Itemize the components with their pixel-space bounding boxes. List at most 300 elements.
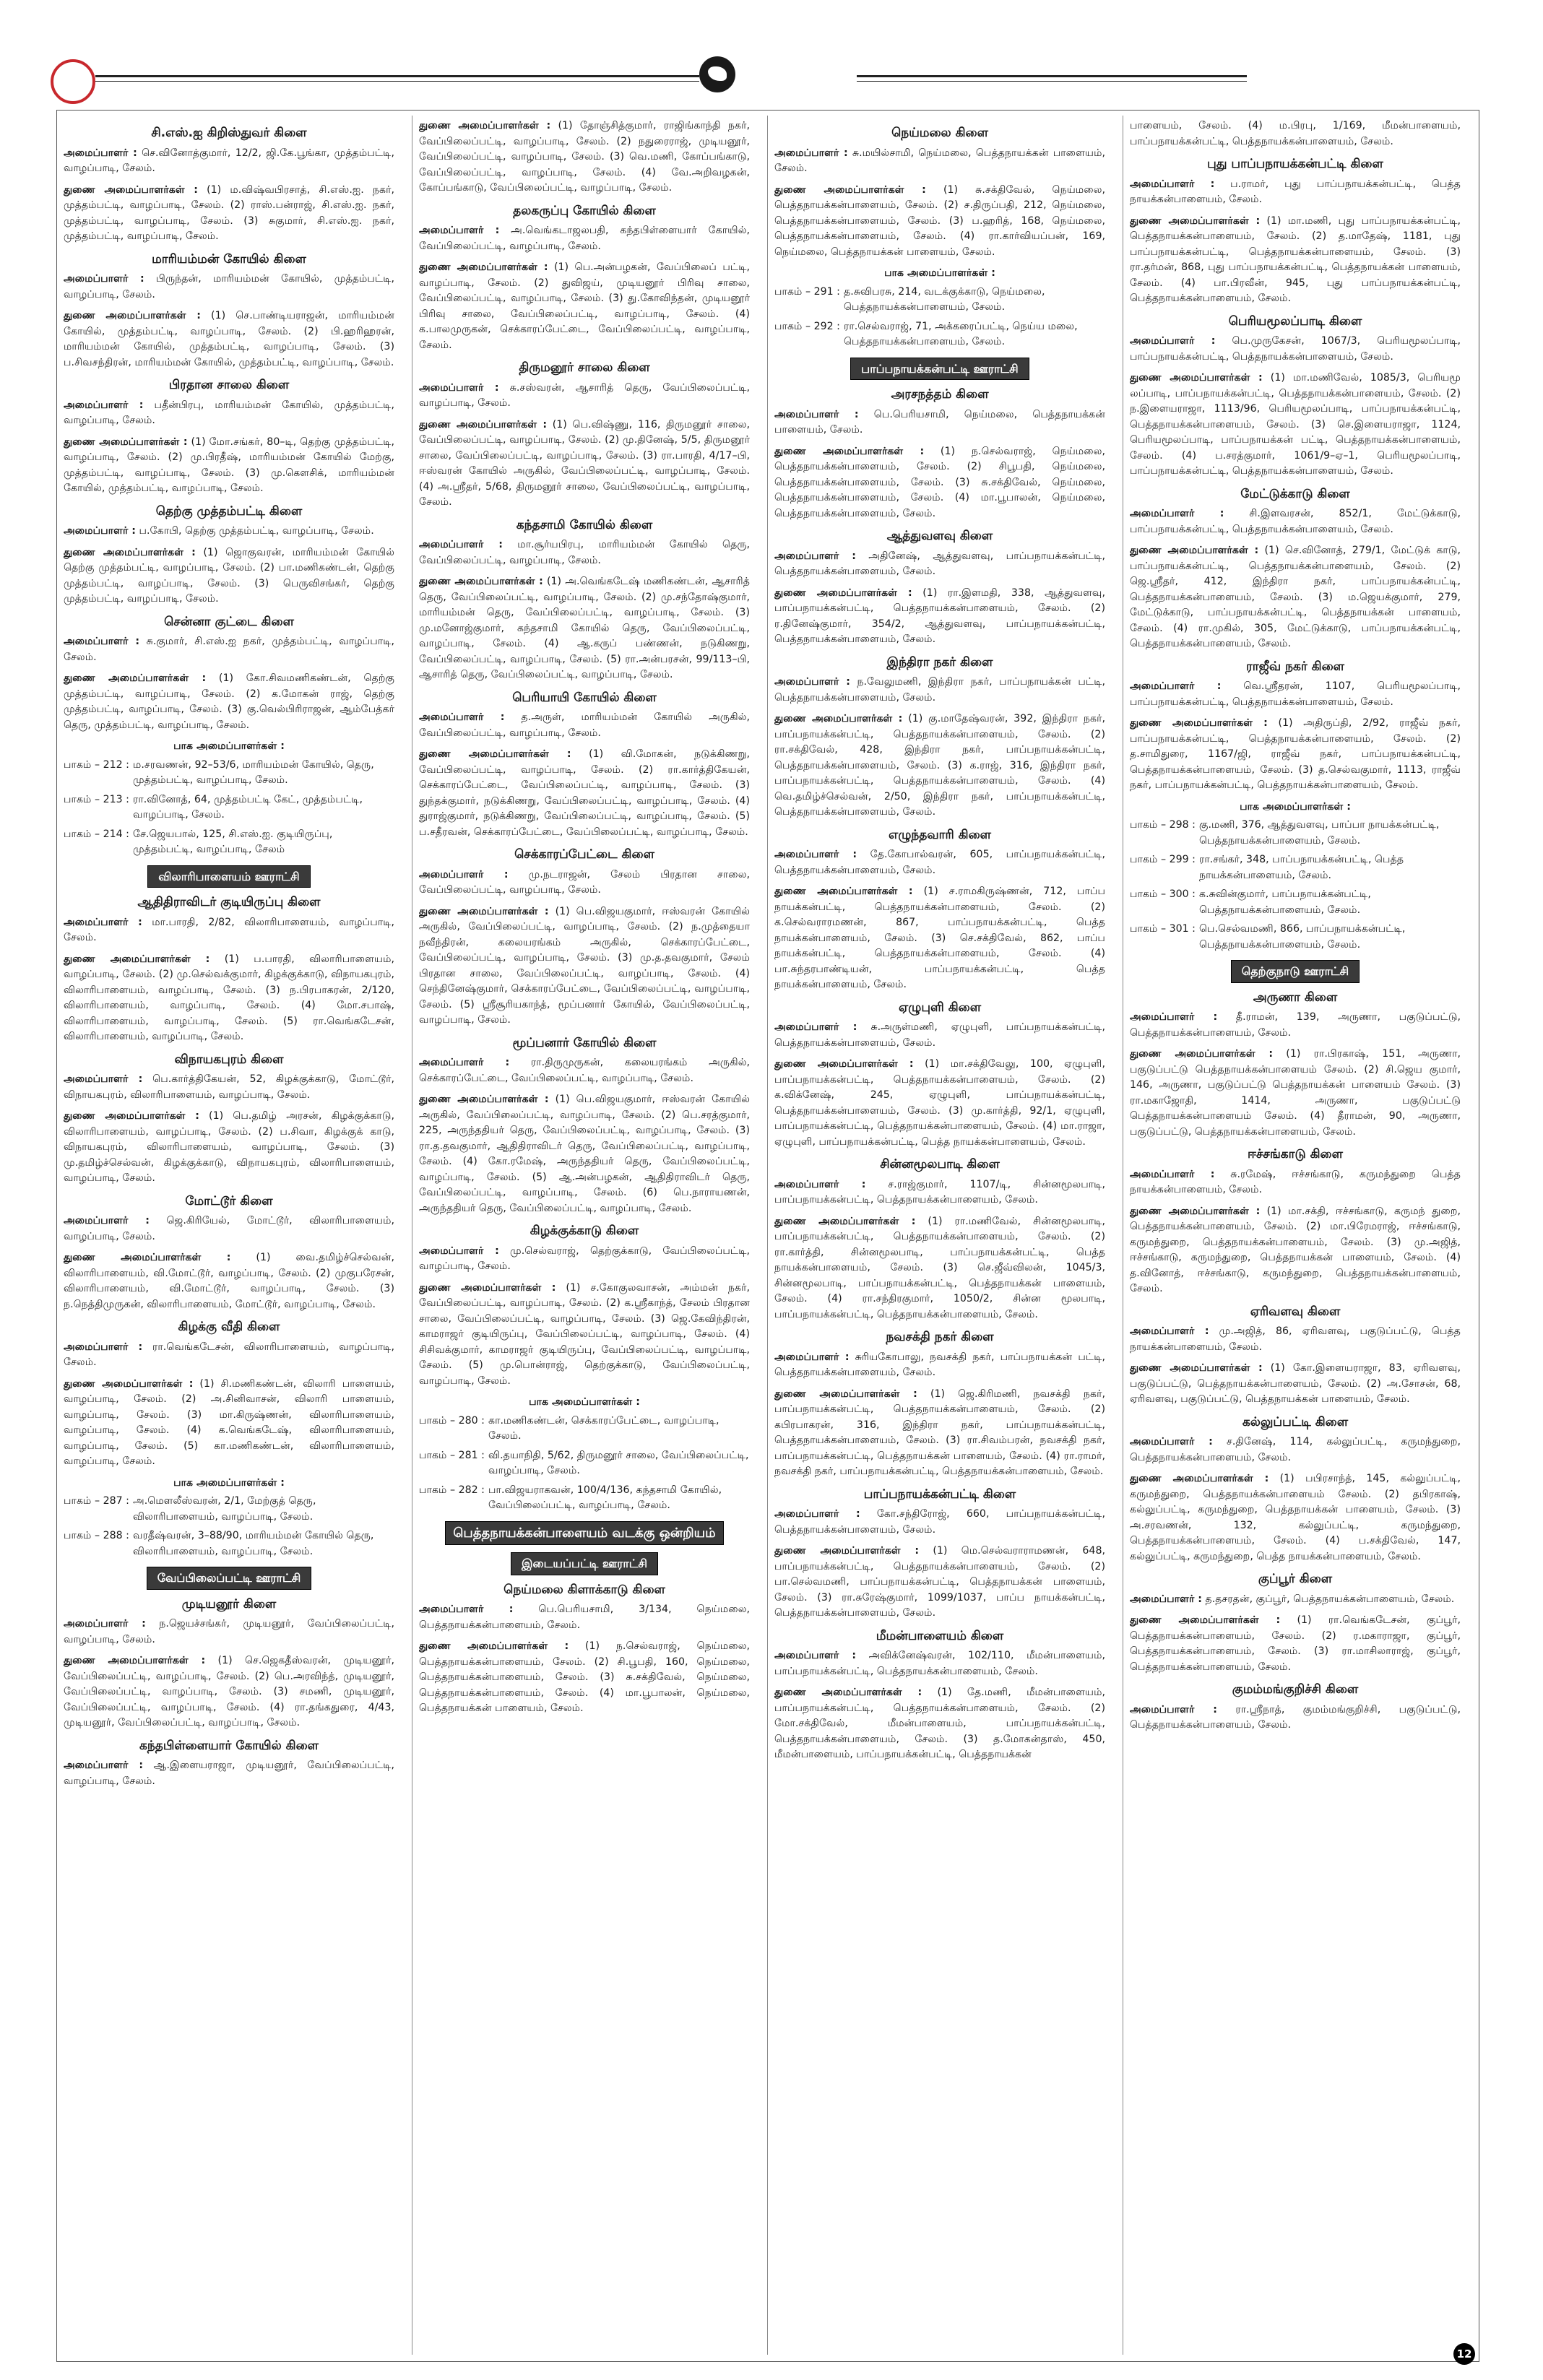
branch-heading: ஆதிதிராவிடர் குடியிருப்பு கிளை bbox=[137, 895, 321, 909]
role-label: அமைப்பாளர் : bbox=[64, 525, 136, 537]
organiser-details: கோ.சந்திரோஜ், 660, பாப்பநாயக்கன்பட்டி, பெத்தநாயக்கன்பாளையம், சேலம். bbox=[774, 1508, 1105, 1536]
role-label: அமைப்பாளர் : bbox=[774, 1021, 857, 1033]
organiser-details: பெ.கார்த்திகேயன், 52, கிழக்குக்காடு, மோட்டூர், விநாயகபுரம், விலாரிபாளையம், வாழப்பாடி, சேலம். bbox=[64, 1073, 394, 1101]
organiser-details: (1) பெ.அன்பழகன், வேப்பிலைப் பட்டி, வாழப்பாடி, சேலம். (2) துவிஜய், முடியனூர் பிரிவு சாலை, வேப்பிலைப்பட்டி, வாழப்பாடி, சேலம். (3) து.கோவிந்தன், முடியனூர் பிரிவு சாலை, வேப்பிலைப்பட்டி, வாழப்பாடி, சேலம். (4) க.பாலமுருகன், செக்காரப்பேட்டை, வேப்பிலைப்பட்டி, வாழப்பாடி, சேலம். bbox=[419, 261, 750, 351]
ward-organiser: க.சுவின்குமார், பாப்பநாயக்கன்பட்டி, பெத்தநாயக்கன்பாளையம், சேலம். bbox=[1199, 888, 1371, 916]
panchayat-banner: தெற்குநாடு ஊராட்சி bbox=[1231, 960, 1360, 983]
ward-entry bbox=[1130, 818, 1461, 849]
role-label: துணை அமைப்பாளர்கள் : bbox=[64, 1377, 194, 1390]
role-label: அமைப்பாளர் : bbox=[1130, 1593, 1202, 1605]
branch-heading: பெரியமூலப்பாடி கிளை bbox=[1228, 313, 1362, 329]
branch-heading: முடியனூர் கிளை bbox=[181, 1596, 277, 1611]
role-label: துணை அமைப்பாளர்கள் : bbox=[64, 183, 198, 196]
role-label: அமைப்பாளர் : bbox=[64, 273, 144, 285]
role-label: துணை அமைப்பாளர்கள் : bbox=[419, 1640, 569, 1652]
organiser-entry bbox=[419, 1602, 750, 1633]
organiser-entry bbox=[1130, 1010, 1461, 1041]
branch-heading: ஈச்சங்காடு கிளை bbox=[1248, 1147, 1343, 1161]
organiser-details: அவிக்னேஷ்வரன், 102/110, மீமன்பாளையம், பாப்பநாயக்கன்பட்டி, பெத்தநாயக்கன்பாளையம், சேலம். bbox=[774, 1650, 1105, 1677]
role-label: துணை அமைப்பாளர்கள் : bbox=[774, 713, 903, 724]
organiser-details: (1) ப.பாரதி, விலாரிபாளையம், வாழப்பாடி, சேலம். (2) மு.செல்வக்குமார், கிழக்குக்காடு, விநாயகபுரம், விலாரிபாளையம், வாழப்பாடி, சேலம். (3) ந.பிரபாகரன், 2/120, விலாரிபாளையம், வாழப்பாடி, சேலம். (4) மோ.சபாஷ், விலாரிபாளையம், வாழப்பாடி, சேலம். (5) ரா.வெங்கடேசன், விலாரிபாளையம், வாழப்பாடி, சேலம். bbox=[64, 953, 394, 1042]
organiser-details: (1) கு.மாதேஷ்வரன், 392, இந்திரா நகர், பாப்பநாயக்கன்பட்டி, பெத்தநாயக்கன்பாளையம், சேலம். (2) ரா.சக்திவேல், 428, இந்திரா நகர், பாப்பநாயக்கன்பட்டி, பெத்தநாயக்கன்பாளையம், சேலம். (3) க.ராஜ், 316, இந்திரா நகர், பாப்பநாயக்கன்பட்டி, பெத்தநாயக்கன்பாளையம், சேலம். (4) வெ.தமிழ்ச்செல்வன், 2/50, இந்திரா நகர், பாப்பநாயக்கன்பட்டி, பெத்தநாயக்கன்பாளையம், சேலம். bbox=[774, 713, 1105, 818]
organiser-entry bbox=[64, 146, 394, 177]
organiser-details: ரா.ஸ்ரீநாத், குமம்மங்குறிச்சி, பகுடுப்பட்டு, பெத்தநாயக்கன்பாளையம், சேலம். bbox=[1130, 1703, 1461, 1731]
branch-heading: ஆத்துவளவு கிளை bbox=[886, 529, 993, 543]
elephant-emblem-icon bbox=[699, 56, 735, 92]
branch-heading: கிழக்குக்காடு கிளை bbox=[530, 1224, 639, 1238]
organiser-entry bbox=[64, 1213, 394, 1245]
role-label: துணை அமைப்பாளர்கள் : bbox=[419, 418, 547, 430]
section-subheading: பாக அமைப்பாளர்கள் : bbox=[173, 1476, 285, 1489]
ward-organiser: கு.மணி, 376, ஆத்துவளவு, பாப்பா நாயக்கன்பட்டி, பெத்தநாயக்கன்பாளையம், சேலம். bbox=[1199, 819, 1440, 847]
organiser-entry bbox=[1130, 1592, 1461, 1608]
panchayat-banner: பாப்பநாயக்கன்பட்டி ஊராட்சி bbox=[850, 358, 1029, 381]
organiser-entry bbox=[774, 1648, 1105, 1679]
organiser-details: (1) சு.சக்திவேல், நெய்மலை, பெத்தநாயக்கன்பாளையம், சேலம். (2) ச.திருப்பதி, 212, நெய்மலை, பெத்தநாயக்கன்பாளையம், சேலம். (3) ப.ஹரித், 168, நெய்மலை, பெத்தநாயக்கன்பாளையம், சேலம். (4) ரா.கார்வியப்பன், 169, நெய்மலை, பெத்தநாயக்கன் பாளையம், சேலம். bbox=[774, 183, 1105, 258]
organiser-details: (1) வை.தமிழ்ச்செல்வன், விலாரிபாளையம், வி.மோட்டூர், வாழப்பாடி, சேலம். (2) முகுபரேசன், விலாரிபாளையம், வி.மோட்டூர், வாழப்பாடி, சேலம். (3) ந.நெத்திமுருகன், விலாரிபாளையம், மோட்டூர், வாழப்பாடி, சேலம். bbox=[64, 1252, 394, 1310]
ward-number: பாகம் – 299 : bbox=[1130, 854, 1196, 865]
branch-heading: விநாயகபுரம் கிளை bbox=[174, 1052, 284, 1067]
organiser-entry bbox=[774, 549, 1105, 580]
organiser-entry bbox=[64, 634, 394, 665]
organiser-details: தீ.ராமன், 139, அருணா, பகுடுப்பட்டு, பெத்தநாயக்கன்பாளையம், சேலம். bbox=[1130, 1011, 1461, 1039]
organiser-details: ஜெ.கிரியேல், மோட்டூர், விலாரிபாளையம், வாழப்பாடி, சேலம். bbox=[64, 1215, 394, 1242]
organiser-details: சு.ரமேஷ், ஈச்சங்காடு, கருமந்துறை பெத்த நாயக்கன்பாளையம், சேலம். bbox=[1130, 1168, 1461, 1195]
organiser-entry bbox=[419, 417, 750, 511]
page-number: 12 bbox=[1453, 2343, 1475, 2365]
column-divider bbox=[767, 116, 768, 2355]
ward-number: பாகம் – 212 : bbox=[64, 758, 129, 771]
organiser-entry bbox=[1130, 1324, 1461, 1355]
organiser-details: (1) மா.மணி, புது பாப்பநாயக்கன்பட்டி, பெத்தநாயக்கன்பாளையம், சேலம். (2) த.மாதேஷ், 1181, புது பாப்பநாயக்கன்பட்டி, பெத்தநாயக்கன்பாளையம், சேலம். (3) ரா.தர்மன், 868, புது பாப்பநாயக்கன்பட்டி, பெத்தநாயக்கன் பாளையம், சேலம். (4) பா.பிரவீன், 945, புது பாப்பநாயக்கன்பட்டி, பெத்தநாயக்கன்பாளையம், சேலம். bbox=[1130, 215, 1461, 304]
ward-organiser: ரா.சங்கர், 348, பாப்பநாயக்கன்பட்டி, பெத்த நாயக்கன்பாளையம், சேலம். bbox=[1199, 854, 1404, 881]
organiser-details: செ.வினோத்குமார், 12/2, ஜி.கே.பூங்கா, முத்தம்பட்டி, வாழப்பாடி, சேலம். bbox=[64, 147, 394, 174]
role-label: அமைப்பாளர் : bbox=[1130, 1011, 1218, 1023]
role-label: அமைப்பாளர் : bbox=[64, 1760, 143, 1771]
role-label: துணை அமைப்பாளர்கள் : bbox=[1130, 717, 1268, 729]
organiser-entry bbox=[1130, 214, 1461, 307]
branch-heading: இந்திரா நகர் கிளை bbox=[886, 654, 993, 670]
organiser-details: மு.செல்வராஜ், தெற்குக்காடு, வேப்பிலைப்பட்டி, வாழப்பாடி, சேலம். bbox=[419, 1245, 750, 1272]
branch-heading: மேட்டுக்காடு கிளை bbox=[1240, 486, 1350, 501]
role-label: அமைப்பாளர் : bbox=[774, 676, 850, 688]
organiser-details: ப.ராமர், புது பாப்பநாயக்கன்பட்டி, பெத்த நாயக்கன்பாளையம், சேலம். bbox=[1130, 178, 1461, 205]
organiser-entry bbox=[64, 915, 394, 946]
role-label: அமைப்பாளர் : bbox=[774, 1351, 850, 1363]
organiser-details: (1) தே.மணி, மீமன்பாளையம், பாப்பநாயக்கன்பட்டி, பெத்தநாயக்கன்பாளையம், சேலம். (2) மோ.சக்திவேல், மீமன்பாளையம், பாப்பநாயக்கன்பட்டி, பெத்தநாயக்கன்பாளையம், சேலம். (3) த.மோகன்தாஸ், 450, மீமன்பாளையம், பாப்பநாயக்கன்பட்டி, பெத்தநாயக்கன் bbox=[774, 1687, 1105, 1760]
role-label: துணை அமைப்பாளர்கள் : bbox=[774, 183, 926, 196]
role-label: துணை அமைப்பாளர்கள் : bbox=[1130, 372, 1263, 384]
section-subheading: பாக அமைப்பாளர்கள் : bbox=[1240, 800, 1351, 813]
role-label: துணை அமைப்பாளர்கள் : bbox=[774, 445, 925, 457]
organiser-entry bbox=[64, 1250, 394, 1312]
role-label: அமைப்பாளர் : bbox=[64, 1215, 150, 1226]
ward-number: பாகம் – 300 : bbox=[1130, 888, 1196, 900]
role-label: துணை அமைப்பாளர்கள் : bbox=[1130, 1205, 1261, 1217]
organiser-entry bbox=[1130, 1047, 1461, 1140]
role-label: அமைப்பாளர் : bbox=[64, 1618, 146, 1630]
role-label: அமைப்பாளர் : bbox=[64, 1341, 143, 1353]
role-label: அமைப்பாளர் : bbox=[1130, 1168, 1215, 1180]
ward-organiser: ம.சரவணன், 92–53/6, மாரியம்மன் கோயில், தெரு, முத்தம்பட்டி, வாழப்பாடி, சேலம். bbox=[133, 758, 374, 786]
organiser-details: (1) அ.வெங்கடேஷ் மணிகண்டன், ஆசாரித் தெரு, வேப்பிலைப்பட்டி, வாழப்பாடி, சேலம். (2) மு.சந்தோஷ்குமார், மாரியம்மன் தெரு, வேப்பிலைப்பட்டி, வாழப்பாடி, சேலம். (3) மு.மனோஜ்குமார், கந்தசாமி கோயில் தெரு, வேப்பிலைப்பட்டி, வாழப்பாடி, சேலம். (4) ஆ.கருப் பண்ணன், நடுகிணறு, வேப்பிலைப்பட்டி, வாழப்பாடி, சேலம். (5) ரா.அன்பரசன், 99/113–பி, ஆசாரித் தெரு, வேப்பிலைப்பட்டி, வாழப்பாடி, சேலம். bbox=[419, 576, 750, 680]
organiser-entry bbox=[1130, 1435, 1461, 1466]
organiser-details: (1) ரா.வெங்கடேசன், குப்பூர், பெத்தநாயக்கன்பாளையம், சேலம். (2) ர.மகாராஜா, குப்பூர், பெத்தநாயக்கன்பாளையம், சேலம். (3) ரா.மாசிலாராஜ், குப்பூர், பெத்தநாயக்கன்பாளையம், சேலம். bbox=[1130, 1614, 1461, 1673]
organiser-entry bbox=[64, 308, 394, 371]
organiser-entry bbox=[774, 407, 1105, 438]
organiser-details: ரா.திருமுருகன், கலையரங்கம் அருகில், செக்காரப்பேட்டை, வேப்பிலைப்பட்டி, வாழப்பாடி, சேலம். bbox=[419, 1057, 750, 1084]
column-1 bbox=[64, 118, 394, 2350]
organiser-entry bbox=[774, 1350, 1105, 1381]
organiser-details: (1) ரா.மணிவேல், சின்னமூலபாடி, பாப்பநாயக்கன்பட்டி, பெத்தநாயக்கன்பாளையம், சேலம். (2) ரா.கார்த்தி, சின்னமூலபாடி, பாப்பநாயக்கன்பட்டி, பெத்த நாயக்கன்பாளையம், சேலம். (3) செ.ஜீவ்விலன், 1045/3, சின்னமூலபாடி, பாப்பநாயக்கன்பட்டி, பெத்தநாயக்கன் பாளையம், சேலம். (4) ரா.சந்திரகுமார், 1050/2, சின்ன மூலபாடி, பாப்பநாயக்கன்பட்டி, பெத்தநாயக்கன்பாளையம், சேலம். bbox=[774, 1215, 1105, 1320]
role-label: அமைப்பாளர் : bbox=[419, 1604, 514, 1615]
organiser-details: சுரியகோபாலு, நவசக்தி நகர், பாப்பநாயக்கன் பட்டி, பெத்தநாயக்கன்பாளையம், சேலம். bbox=[774, 1351, 1105, 1378]
role-label: அமைப்பாளர் : bbox=[419, 1057, 510, 1068]
organiser-entry bbox=[64, 1109, 394, 1187]
ward-number: பாகம் – 214 : bbox=[64, 828, 129, 840]
organiser-details: மு.அஜித், 86, ஏரிவளவு, பகுடுப்பட்டு, பெத்த நாயக்கன்பாளையம், சேலம். bbox=[1130, 1325, 1461, 1353]
organiser-entry bbox=[1130, 118, 1461, 150]
role-label: அமைப்பாளர் : bbox=[419, 381, 499, 394]
role-label: அமைப்பாளர் : bbox=[419, 225, 500, 236]
role-label: துணை அமைப்பாளர்கள் : bbox=[774, 587, 912, 599]
organiser-entry bbox=[64, 671, 394, 733]
ward-entry bbox=[64, 792, 394, 823]
organiser-entry bbox=[774, 444, 1105, 522]
organiser-entry bbox=[774, 1214, 1105, 1323]
organiser-details: (1) பெ.விஜயகுமார், ஈஸ்வரன் கோயில் அருகில், வேப்பிலைப்பட்டி, வாழப்பாடி, சேலம். (2) பெ.சரத்குமார், 225, அருந்ததியர் தெரு, வேப்பிலைப்பட்டி, வாழப்பாடி, சேலம். (3) ரா.த.தவகுமார், ஆதிதிராவிடர் தெரு, வேப்பிலைப்பட்டி, வாழப்பாடி, சேலம். (4) கோ.ரமேஷ், அருந்ததியர் தெரு, வேப்பிலைப்பட்டி, வாழப்பாடி, சேலம். (5) ஆ.அன்பழகன், ஆதிதிராவிடர் தெரு, வேப்பிலைப்பட்டி, வாழப்பாடி, சேலம். (6) பெ.நாராயணன், அருந்ததியர் தெரு, வேப்பிலைப்பட்டி, வாழப்பாடி, சேலம். bbox=[419, 1094, 750, 1214]
branch-heading: எழுந்தவாரி கிளை bbox=[888, 827, 992, 842]
role-label: துணை அமைப்பாளர்கள் : bbox=[64, 672, 207, 684]
role-label: துணை அமைப்பாளர்கள் : bbox=[774, 1687, 922, 1698]
ward-number: பாகம் – 282 : bbox=[419, 1484, 485, 1496]
branch-heading: நவசக்தி நகர் கிளை bbox=[886, 1330, 994, 1344]
organiser-entry bbox=[1130, 1167, 1461, 1198]
organiser-details: (1) ஜெ.கிரிமணி, நவசக்தி நகர், பாப்பநாயக்கன்பட்டி, பெத்தநாயக்கன்பாளையம், சேலம். (2) கபிரபாகரன், 316, இந்திரா நகர், பாப்பநாயக்கன்பட்டி, பெத்தநாயக்கன்பாளையம், சேலம். (3) ரா.சிவம்பரன், நவசக்தி நகர், பாப்பநாயக்கன்பட்டி, பெத்தநாயக்கன் பாளையம், சேலம். (4) ரா.ராமர், நவசக்தி நகர், பாப்பநாயக்கன்பட்டி, பெத்தநாயக்கன்பாளையம், சேலம். bbox=[774, 1388, 1105, 1477]
organiser-entry bbox=[64, 1758, 394, 1789]
section-subheading: பாக அமைப்பாளர்கள் : bbox=[884, 267, 995, 279]
role-label: அமைப்பாளர் : bbox=[419, 868, 509, 880]
organiser-entry bbox=[774, 847, 1105, 878]
organiser-entry bbox=[64, 1617, 394, 1648]
branch-heading: நெய்மலை கிளை bbox=[891, 126, 988, 140]
organiser-entry bbox=[1130, 506, 1461, 537]
organiser-entry bbox=[774, 675, 1105, 706]
ward-entry bbox=[64, 1528, 394, 1559]
role-label: அமைப்பாளர் : bbox=[1130, 1703, 1217, 1715]
role-label: துணை அமைப்பாளர்கள் : bbox=[774, 1215, 916, 1227]
role-label: துணை அமைப்பாளர்கள் : bbox=[419, 261, 548, 273]
branch-heading: புது பாப்பநாயக்கன்பட்டி கிளை bbox=[1207, 157, 1383, 171]
organiser-details: அ.வெங்கடாஜலபதி, கந்தபிள்ளையார் கோயில், வேப்பிலைப்பட்டி, வாழப்பாடி, சேலம். bbox=[419, 225, 750, 252]
organiser-entry bbox=[64, 1653, 394, 1731]
ward-organiser: ரா.வினோத், 64, முத்தம்பட்டி கேட், முத்தம்பட்டி, வாழப்பாடி, சேலம். bbox=[133, 793, 363, 821]
organiser-entry bbox=[1130, 716, 1461, 794]
organiser-details: (1) கோ.இளையராஜா, 83, ஏரிவளவு, பகுடுப்பட்டு, பெத்தநாயக்கன்பாளையம், சேலம். (2) அ.சோசன், 68, ஏரிவளவு, பகுடுப்பட்டு, பெத்தநாயக்கன் பாளையம், சேலம். bbox=[1130, 1362, 1461, 1405]
header-rule-right bbox=[857, 75, 1247, 77]
organiser-details: சு.மயில்சாமி, நெய்மலை, பெத்தநாயக்கன் பாளையம், சேலம். bbox=[774, 147, 1105, 174]
role-label: அமைப்பாளர் : bbox=[1130, 1436, 1213, 1448]
organiser-entry bbox=[1130, 1702, 1461, 1734]
branch-heading: சி.எஸ்.ஐ கிறிஸ்துவர் கிளை bbox=[151, 126, 307, 140]
ward-entry bbox=[419, 1414, 750, 1445]
ward-organiser: சே.ஜெயபால், 125, சி.எஸ்.ஐ. குடியிருப்பு, முத்தம்பட்டி, வாழப்பாடி, சேலம் bbox=[133, 828, 333, 855]
organiser-details: (1) பெ.விஷ்ணு, 116, திருமனூர் சாலை, வேப்பிலைப்பட்டி, வாழப்பாடி, சேலம். (2) மு.தினேஷ், 5/5, திருமனூர் சாலை, வேப்பிலைப்பட்டி, வாழப்பாடி, சேலம். (3) ரா.பாரதி, 4/17–பி, ஈஸ்வரன் கோயில் அருகில், வேப்பிலைப்பட்டி, வாழப்பாடி, சேலம். (4) அ.ஸ்ரீதர், 5/68, திருமனூர் சாலை, வேப்பிலைப்பட்டி, வாழப்பாடி, சேலம். bbox=[419, 418, 750, 508]
organiser-entry bbox=[64, 183, 394, 245]
organiser-details: (1) ரா.பிரகாஷ், 151, அருணா, பகுடுப்பட்டு பெத்தநாயக்கன்பாளையம் சேலம். (2) சி.ஜெய குமார், 146, அருணா, பகுடுப்பட்டு பெத்தநாயக்கன் பாளையம் சேலம். (3) ரா.மகாஜோதி, 1414, அருணா, பகுடுப்பட்டு பெத்தநாயக்கன்பாளையம் சேலம். (4) தீராமன், 90, அருணா, பகுடுப்பட்டு, பெத்தநாயக்கன்பாளையம், சேலம். bbox=[1130, 1048, 1461, 1138]
organiser-details: (1) ச.கோகுலவாசன், அம்மன் நகர், வேப்பிலைப்பட்டி, வாழப்பாடி, சேலம். (2) க.ஸ்ரீகாந்த், சேலம் பிரதான சாலை, வேப்பிலைப்பட்டி, வாழப்பாடி, சேலம். (3) ஜெ.கேவிந்திரன், காமராஜர் குடியிருப்பு, வேப்பிலைப்பட்டி, வாழப்பாடி, சேலம். (4) சிசிவக்குமார், காமராஜர் குடியிருப்பு, வேப்பிலைப்பட்டி, வாழப்பாடி, சேலம். (5) மு.பொன்ராஜ், தெற்குக்காடு, வேப்பிலைப்பட்டி, வாழப்பாடி, சேலம். bbox=[419, 1281, 750, 1387]
role-label: துணை அமைப்பாளர்கள் : bbox=[774, 1058, 914, 1070]
organiser-details: (1) செ.பாண்டியராஜன், மாரியம்மன் கோயில், முத்தம்பட்டி, வாழப்பாடி, சேலம். (2) பி.ஹரிஹரன், மாரியம்மன் கோயில், முத்தம்பட்டி, வாழப்பாடி, சேலம். (3) ப.சிவசந்திரன், மாரியம்மன் கோயில், முத்தம்பட்டி, வாழப்பாடி, சேலம். bbox=[64, 310, 394, 368]
organiser-entry bbox=[64, 545, 394, 607]
ward-organiser: பா.விஜயராகவன், 100/4/136, கந்தசாமி கோயில், வேப்பிலைப்பட்டி, வாழப்பாடி, சேலம். bbox=[488, 1484, 722, 1511]
organiser-details: (1) பெ.விஜயகுமார், ஈஸ்வரன் கோயில் அருகில், வேப்பிலைப்பட்டி, வாழப்பாடி, சேலம். (2) ந.முத்தையா நவீந்திரன், கலையரங்கம் அருகில், செக்காரப்பேட்டை, வேப்பிலைப்பட்டி, வாழப்பாடி, சேலம். (3) மு.த.தவகுமார், சேலம் பிரதான சாலை, வேப்பிலைப்பட்டி, வாழப்பாடி, சேலம். (4) செந்தினேஷ்குமார், செக்காரப்பேட்டை, வேப்பிலைப்பட்டி, வாழப்பாடி, சேலம். (5) ஸ்ரீசூரியகாந்த், மூப்பனார் கோயில், வேப்பிலைப்பட்டி, வாழப்பாடி, சேலம். bbox=[419, 905, 750, 1026]
organiser-details: பெ.பெரியசாமி, நெய்மலை, பெத்தநாயக்கன் பாளையம், சேலம். bbox=[774, 408, 1105, 436]
organiser-entry bbox=[419, 1244, 750, 1275]
organiser-entry bbox=[64, 398, 394, 429]
organiser-entry bbox=[419, 1055, 750, 1086]
branch-heading: தலகருப்பு கோயில் கிளை bbox=[513, 203, 656, 218]
organiser-entry bbox=[774, 1177, 1105, 1208]
organiser-entry bbox=[64, 952, 394, 1045]
organiser-details: (1) ந.செல்வராஜ், நெய்மலை, பெத்தநாயக்கன்பாளையம், சேலம். (2) சிபூபதி, நெய்மலை, பெத்தநாயக்கன்பாளையம், சேலம். (3) சு.சக்திவேல், நெய்மலை, பெத்தநாயக்கன்பாளையம், சேலம். (4) மா.பூபாலன், நெய்மலை, பெத்தநாயக்கன்பாளையம், சேலம். bbox=[774, 445, 1105, 519]
role-label: அமைப்பாளர் : bbox=[64, 916, 142, 928]
branch-heading: நெய்மலை கிளாக்காடு கிளை bbox=[503, 1582, 665, 1597]
organiser-details: சு.குமார், சி.எஸ்.ஐ நகர், முத்தம்பட்டி, வாழப்பாடி, சேலம். bbox=[64, 636, 394, 663]
organiser-entry bbox=[1130, 1361, 1461, 1408]
organiser-entry bbox=[774, 711, 1105, 821]
role-label: அமைப்பாளர் : bbox=[774, 1178, 866, 1190]
ward-number: பாகம் – 288 : bbox=[64, 1530, 129, 1541]
role-label: அமைப்பாளர் : bbox=[774, 1508, 860, 1520]
organiser-entry bbox=[419, 747, 750, 840]
organiser-details: ப.கோபி, தெற்கு முத்தம்பட்டி, வாழப்பாடி, சேலம். bbox=[135, 525, 374, 537]
organiser-details: (1) சி.மணிகண்டன், விலாரி பாளையம், வாழப்பாடி, சேலம். (2) அ.சினிவாசன், விலாரி பாளையம், வாழப்பாடி, சேலம். (3) மா.கிருஷ்ணன், விலாரிபாளையம், வாழப்பாடி, சேலம். (4) க.வெங்கடேஷ், விலாரிபாளையம், வாழப்பாடி, சேலம். (5) கா.மணிகண்டன், விலாரிபாளையம், வாழப்பாடி, சேலம். bbox=[64, 1377, 394, 1467]
role-label: துணை அமைப்பாளர்கள் : bbox=[64, 1110, 199, 1122]
organiser-entry bbox=[64, 1340, 394, 1371]
branch-heading: மோட்டூர் கிளை bbox=[185, 1193, 273, 1208]
union-banner: பெத்தநாயக்கன்பாளையம் வடக்கு ஒன்றியம் bbox=[445, 1521, 723, 1546]
organiser-details: (1) செ.ஜெகதீஸ்வரன், முடியனூர், வேப்பிலைப்பட்டி, வாழப்பாடி, சேலம். (2) பெ.அரவிந்த், முடியனூர், வேப்பிலைப்பட்டி, வாழப்பாடி, சேலம். (3) சமணி, முடியனூர், வேப்பிலைப்பட்டி, வாழப்பாடி, சேலம். (4) ரா.தங்கதுரை, 4/43, முடியனூர், வேப்பிலைப்பட்டி, வாழப்பாடி, சேலம். bbox=[64, 1655, 394, 1728]
role-label: துணை அமைப்பாளர்கள் : bbox=[1130, 1614, 1281, 1626]
role-label: துணை அமைப்பாளர்கள் : bbox=[64, 310, 201, 321]
section-subheading: பாக அமைப்பாளர்கள் : bbox=[529, 1396, 640, 1408]
role-label: அமைப்பாளர் : bbox=[774, 147, 848, 159]
ward-number: பாகம் – 287 : bbox=[64, 1495, 129, 1507]
organiser-entry bbox=[774, 1507, 1105, 1538]
organiser-details: வெ.ஸ்ரீதரன், 1107, பெரியமூலப்பாடி, பாப்பநாயக்கன்பட்டி, பெத்தநாயக்கன்பாளையம், சேலம். bbox=[1130, 680, 1461, 708]
ward-organiser: வரதீஷ்வரன், 3–88/90, மாரியம்மன் கோயில் தெரு, விலாரிபாளையம், வாழப்பாடி, சேலம். bbox=[133, 1530, 374, 1557]
organiser-entry bbox=[774, 146, 1105, 177]
ward-entry bbox=[64, 758, 394, 789]
branch-heading: குப்பூர் கிளை bbox=[1258, 1572, 1333, 1586]
organiser-entry bbox=[64, 435, 394, 497]
role-label: அமைப்பாளர் : bbox=[1130, 508, 1224, 519]
role-label: அமைப்பாளர் : bbox=[1130, 178, 1215, 190]
organiser-entry bbox=[64, 1377, 394, 1470]
role-label: துணை அமைப்பாளர்கள் : bbox=[64, 546, 196, 558]
branch-heading: பாப்பநாயக்கன்பட்டி கிளை bbox=[863, 1487, 1016, 1502]
organiser-entry bbox=[774, 1544, 1105, 1622]
organiser-entry bbox=[774, 1685, 1105, 1763]
organiser-entry bbox=[419, 710, 750, 741]
section-subheading: பாக அமைப்பாளர்கள் : bbox=[173, 740, 285, 752]
role-label: துணை அமைப்பாளர்கள் : bbox=[419, 748, 571, 760]
ward-organiser: த.சுவிபரசு, 214, வடக்குக்காடு, நெய்மலை, பெத்தநாயக்கன்பாளையம், சேலம். bbox=[844, 285, 1045, 313]
organiser-entry bbox=[64, 272, 394, 303]
role-label: துணை அமைப்பாளர்கள் : bbox=[419, 1094, 549, 1105]
ward-number: பாகம் – 280 : bbox=[419, 1414, 485, 1427]
role-label: துணை அமைப்பாளர்கள் : bbox=[64, 1252, 231, 1263]
role-label: அமைப்பாளர் : bbox=[419, 539, 503, 550]
organiser-entry bbox=[1130, 371, 1461, 480]
organiser-details: (1) பெ.தமிழ் அரசன், கிழக்குக்காடு, விலாரிபாளையம், வாழப்பாடி, சேலம். (2) ப.சிவா, கிழக்குக் காடு, விநாயகபுரம், விலாரிபாளையம், வாழப்பாடி, சேலம். (3) மு.தமிழ்ச்செல்வன், கிழக்குக்காடு, விநாயகபுரம், விலாரிபாளையம், வாழப்பாடி, சேலம். bbox=[64, 1110, 394, 1184]
organiser-entry bbox=[1130, 543, 1461, 652]
organiser-entry bbox=[419, 1092, 750, 1216]
role-label: துணை அமைப்பாளர்கள் : bbox=[774, 886, 913, 897]
ward-entry bbox=[419, 1483, 750, 1514]
organiser-details: (1) செ.வினோத், 279/1, மேட்டுக் காடு, பாப்பநாயக்கன்பட்டி, பெத்தநாயக்கன்பாளையம், சேலம். (2) ஜெ.ஸ்ரீதர், 412, இந்திரா நகர், பாப்பநாயக்கன்பட்டி, பெத்தநாயக்கன்பாளையம், சேலம். (3) ம.ஜெயக்குமார், 279, மேட்டுக்காடு, பாப்பநாயக்கன்பட்டி, பெத்தநாயக்கன் பாளையம், சேலம். (4) ரா.முகில், 305, மேட்டுக்காடு, பாப்பநாயக்கன்பட்டி, பெத்தநாயக்கன்பாளையம், சேலம். bbox=[1130, 545, 1461, 649]
column-3 bbox=[774, 118, 1105, 2350]
role-label: அமைப்பாளர் : bbox=[1130, 680, 1222, 692]
role-label: துணை அமைப்பாளர்கள் : bbox=[1130, 545, 1259, 556]
branch-heading: குமம்மங்குறிச்சி கிளை bbox=[1232, 1682, 1359, 1697]
branch-heading: ராஜீவ் நகர் கிளை bbox=[1246, 659, 1344, 674]
role-label: துணை அமைப்பாளர்கள் : bbox=[64, 953, 210, 965]
organiser-entry bbox=[1130, 177, 1461, 208]
role-label: துணை அமைப்பாளர்கள் : bbox=[1130, 1362, 1263, 1374]
organiser-details: (1) அதிருப்தி, 2/92, ராஜீவ் நகர், பாப்பநாயக்கன்பட்டி, பெத்தநாயக்கன்பாளையம், சேலம். (2) த.சாமிதுரை, 1167/ஜி, ராஜீவ் நகர், பாப்பநாயக்கன்பட்டி, பெத்தநாயக்கன்பாளையம், சேலம். (3) த.செல்வகுமார், 1113, ராஜீவ் நகர், பாப்பநாயக்கன்பட்டி, பெத்தநாயக்கன்பாளையம், சேலம். bbox=[1130, 717, 1461, 791]
organiser-entry bbox=[774, 183, 1105, 261]
role-label: துணை அமைப்பாளர்கள் : bbox=[774, 1545, 920, 1557]
role-label: அமைப்பாளர் : bbox=[774, 550, 856, 562]
header-rule-left-thin bbox=[95, 81, 699, 82]
organiser-details: பதீன்பிரபு, மாரியம்மன் கோயில், முத்தம்பட்டி, வாழப்பாடி, சேலம். bbox=[64, 399, 394, 426]
organiser-entry bbox=[1130, 1613, 1461, 1675]
role-label: அமைப்பாளர் : bbox=[64, 399, 144, 411]
organiser-details: (1) மோ.சங்கர், 80–டி, தெற்கு முத்தம்பட்டி, வாழப்பாடி, சேலம். (2) மு.பிரதீஷ், மாரியம்மன் கோயில் மேற்கு, முத்தம்பட்டி, வாழப்பாடி, சேலம். (3) மு.கௌசிக், மாரியம்மன் கோயில், முத்தம்பட்டி, வாழப்பாடி, சேலம். bbox=[64, 436, 394, 494]
branch-heading: அருணா கிளை bbox=[1253, 990, 1338, 1005]
organiser-details: (1) ந.செல்வராஜ், நெய்மலை, பெத்தநாயக்கன்பாளையம், சேலம். (2) சி.பூபதி, 160, நெய்மலை, பெத்தநாயக்கன்பாளையம், சேலம். (3) சு.சக்திவேல், நெய்மலை, பெத்தநாயக்கன்பாளையம், சேலம். (4) மா.பூபாலன், நெய்மலை, பெத்தநாயக்கன் பாளையம், சேலம். bbox=[419, 1640, 750, 1714]
organiser-details: (1) மா.சக்திவேலு, 100, ஏழுபுளி, பாப்பநாயக்கன்பட்டி, பெத்தநாயக்கன்பாளையம், சேலம். (2) க.விக்னேஷ், 245, ஏழுபுளி, பாப்பநாயக்கன்பட்டி, பெத்தநாயக்கன்பாளையம், சேலம். (3) மு.கார்த்தி, 92/1, ஏழுபுளி, பாப்பநாயக்கன்பட்டி, பெத்தநாயக்கன்பாளையம், சேலம். (4) மா.ராஜா, ஏழுபுளி, பாப்பநாயக்கன்பட்டி, பெத்த நாயக்கன்பாளையம், சேலம். bbox=[774, 1058, 1105, 1148]
organiser-entry bbox=[419, 118, 750, 196]
branch-heading: சின்னமூலபாடி கிளை bbox=[880, 1157, 1000, 1172]
branch-heading: மாரியம்மன் கோயில் கிளை bbox=[152, 251, 306, 267]
organiser-details: பாளையம், சேலம். (4) ம.பிரபு, 1/169, மீமன்பாளையம், பாப்பநாயக்கன்பட்டி, பெத்தநாயக்கன்பாளையம், சேலம். bbox=[1130, 120, 1461, 147]
ward-number: பாகம் – 298 : bbox=[1130, 819, 1196, 831]
ward-entry bbox=[64, 827, 394, 858]
column-2 bbox=[419, 118, 750, 2350]
role-label: துணை அமைப்பாளர்கள் : bbox=[1130, 215, 1261, 227]
branch-heading: பெரியாயி கோயில் கிளை bbox=[512, 690, 657, 705]
ward-organiser: வி.தயாநிதி, 5/62, திருமனூர் சாலை, வேப்பிலைப்பட்டி, வாழப்பாடி, சேலம். bbox=[488, 1449, 749, 1476]
role-label: அமைப்பாளர் : bbox=[419, 711, 505, 723]
organiser-details: பெ.முருகேசன், 1067/3, பெரியமூலப்பாடி, பாப்பநாயக்கன்பட்டி, பெத்தநாயக்கன்பாளையம், சேலம். bbox=[1130, 335, 1461, 363]
panchayat-banner: இடையப்பட்டி ஊராட்சி bbox=[511, 1552, 658, 1575]
organiser-details: (1) ரா.இளமதி, 338, ஆத்துவளவு, பாப்பநாயக்கன்பட்டி, பெத்தநாயக்கன்பாளையம், சேலம். (2) ர.தினேஷ்குமார், 354/2, ஆத்துவளவு, பாப்பநாயக்கன்பட்டி, பெத்தநாயக்கன்பாளையம், சேலம். bbox=[774, 587, 1105, 645]
panchayat-banner: விலாரிபாளையம் ஊராட்சி bbox=[147, 865, 310, 888]
organiser-entry bbox=[774, 884, 1105, 993]
role-label: துணை அமைப்பாளர்கள் : bbox=[1130, 1048, 1274, 1060]
role-label: துணை அமைப்பாளர்கள் : bbox=[1130, 1473, 1269, 1484]
branch-heading: மீமன்பாளையம் கிளை bbox=[876, 1628, 1004, 1643]
organiser-details: ச.தினேஷ், 114, கல்லுப்பட்டி, கருமந்துறை, பெத்தநாயக்கன்பாளையம், சேலம். bbox=[1130, 1436, 1461, 1463]
organiser-entry bbox=[64, 1072, 394, 1103]
ward-entry bbox=[1130, 852, 1461, 883]
organiser-entry bbox=[419, 260, 750, 353]
ward-number: பாகம் – 301 : bbox=[1130, 923, 1196, 935]
role-label: அமைப்பாளர் : bbox=[64, 147, 137, 159]
ward-number: பாகம் – 281 : bbox=[419, 1449, 485, 1461]
organiser-details: (1) ச.ராமகிருஷ்ணன், 712, பாப்ப நாயக்கன்பட்டி, பெத்தநாயக்கன்பாளையம், சேலம். (2) க.செல்வராரமணன், 867, பாப்பநாயக்கன்பட்டி, பெத்த நாயக்கன்பாளையம், சேலம். (3) செ.சக்திவேல், 862, பாப்ப நாயக்கன்பட்டி, பெத்தநாயக்கன்பாளையம், சேலம். (4) பா.சுந்தரபாண்டியன், பாப்பநாயக்கன்பட்டி, பெத்த நாயக்கன்பாளையம், சேலம். bbox=[774, 886, 1105, 990]
organiser-details: த.தசரதன், குப்பூர், பெத்தநாயக்கன்பாளையம், சேலம். bbox=[1201, 1593, 1455, 1605]
organiser-details: சு.அருள்மணி, ஏழுபுளி, பாப்பநாயக்கன்பட்டி, பெத்தநாயக்கன்பாளையம், சேலம். bbox=[774, 1021, 1105, 1049]
role-label: துணை அமைப்பாளர்கள் : bbox=[64, 436, 188, 448]
organiser-details: ந.ஜெயச்சங்கர், முடியனூர், வேப்பிலைப்பட்டி, வாழப்பாடி, சேலம். bbox=[64, 1618, 394, 1645]
branch-heading: கந்தசாமி கோயில் கிளை bbox=[516, 517, 653, 532]
organiser-details: மா.சூர்யபிரபு, மாரியம்மன் கோயில் தெரு, வேப்பிலைப்பட்டி, வாழப்பாடி, சேலம். bbox=[419, 539, 750, 566]
organiser-entry bbox=[419, 904, 750, 1029]
role-label: துணை அமைப்பாளர்கள் : bbox=[64, 1655, 206, 1666]
role-label: துணை அமைப்பாளர்கள் : bbox=[419, 576, 543, 587]
organiser-entry bbox=[774, 1387, 1105, 1480]
branch-heading: செக்காரப்பேட்டை கிளை bbox=[514, 847, 654, 862]
header-circle-ornament bbox=[51, 59, 95, 104]
organiser-entry bbox=[1130, 334, 1461, 365]
organiser-details: (1) ம.விஷ்வபிரசாத், சி.எஸ்.ஐ. நகர், முத்தம்பட்டி, வாழப்பாடி, சேலம். (2) ராஸ்.பன்ராஜ், சி.எஸ்.ஐ. நகர், முத்தம்பட்டி, வாழப்பாடி, சேலம். (3) சுகுமார், சி.எஸ்.ஐ. நகர், முத்தம்பட்டி, வாழப்பாடி, சேலம். bbox=[64, 183, 394, 242]
ward-number: பாகம் – 213 : bbox=[64, 793, 129, 805]
organiser-details: ஆ.இளையராஜா, முடியனூர், வேப்பிலைப்பட்டி, வாழப்பாடி, சேலம். bbox=[64, 1760, 394, 1787]
role-label: அமைப்பாளர் : bbox=[774, 408, 859, 420]
panchayat-banner: வேப்பிலைப்பட்டி ஊராட்சி bbox=[147, 1567, 311, 1590]
branch-heading: கல்லுப்பட்டி கிளை bbox=[1242, 1414, 1349, 1429]
organiser-details: அதினேஷ், ஆத்துவளவு, பாப்பநாயக்கன்பட்டி, பெத்தநாயக்கன்பாளையம், சேலம். bbox=[774, 550, 1105, 577]
organiser-details: மா.பாரதி, 2/82, விலாரிபாளையம், வாழப்பாடி, சேலம். bbox=[64, 916, 394, 943]
branch-heading: கிழக்கு வீதி கிளை bbox=[178, 1320, 280, 1334]
organiser-details: ந.வேலுமணி, இந்திரா நகர், பாப்பநாயக்கன் பட்டி, பெத்தநாயக்கன்பாளையம், சேலம். bbox=[774, 676, 1105, 704]
role-label: துணை அமைப்பாளர்கள் : bbox=[419, 1281, 556, 1294]
role-label: அமைப்பாளர் : bbox=[1130, 1325, 1209, 1337]
organiser-entry bbox=[419, 537, 750, 568]
branch-heading: ஏழுபுளி கிளை bbox=[898, 1000, 982, 1015]
organiser-details: (1) ஜொகுவரன், மாரியம்மன் கோயில் தெற்கு முத்தம்பட்டி, வாழப்பாடி, சேலம். (2) பா.மணிகண்டன், தெற்கு முத்தம்பட்டி, வாழப்பாடி, சேலம். (3) பெருவிசங்கர், தெற்கு முத்தம்பட்டி, வாழப்பாடி, சேலம். bbox=[64, 546, 394, 605]
branch-heading: தெற்கு முத்தம்பட்டி கிளை bbox=[155, 503, 303, 519]
branch-heading: மூப்பனார் கோயில் கிளை bbox=[512, 1035, 657, 1050]
ward-entry bbox=[419, 1448, 750, 1479]
branch-heading: அரசநத்தம் கிளை bbox=[891, 387, 989, 402]
organiser-entry bbox=[774, 1057, 1105, 1150]
ward-number: பாகம் – 292 : bbox=[774, 320, 840, 332]
role-label: அமைப்பாளர் : bbox=[774, 1650, 857, 1661]
organiser-entry bbox=[419, 1281, 750, 1390]
role-label: அமைப்பாளர் : bbox=[1130, 335, 1216, 347]
ward-entry bbox=[64, 1494, 394, 1525]
organiser-entry bbox=[419, 867, 750, 899]
branch-heading: ஏரிவளவு கிளை bbox=[1250, 1304, 1341, 1319]
organiser-details: ச.ராஜ்குமார், 1107/டி, சின்னமூலபாடி, பாப்பநாயக்கன்பட்டி, பெத்தநாயக்கன்பாளையம், சேலம். bbox=[774, 1178, 1105, 1206]
organiser-details: பெ.பெரியசாமி, 3/134, நெய்மலை, பெத்தநாயக்கன்பாளையம், சேலம். bbox=[419, 1604, 750, 1631]
organiser-details: (1) கோ.சிவமணிகண்டன், தெற்கு முத்தம்பட்டி, வாழப்பாடி, சேலம். (2) க.மோகன் ராஜ், தெற்கு முத்தம்பட்டி, வாழப்பாடி, சேலம். (3) கு.வெல்பிரிராஜன், ஆம்பேத்கர் தெரு, முத்தம்பட்டி, வாழப்பாடி, சேலம். bbox=[64, 672, 394, 731]
ward-organiser: கா.மணிகண்டன், செக்காரப்பேட்டை, வாழப்பாடி, சேலம். bbox=[488, 1414, 719, 1442]
ward-organiser: ரா.செல்வராஜ், 71, அக்கரைப்பட்டி, நெய்ய மலை, பெத்தநாயக்கன்பாளையம், சேலம். bbox=[844, 320, 1078, 347]
branch-heading: திருமனூர் சாலை கிளை bbox=[519, 360, 650, 375]
column-4 bbox=[1130, 118, 1461, 2350]
role-label: அமைப்பாளர் : bbox=[64, 1073, 143, 1085]
role-label: துணை அமைப்பாளர்கள் : bbox=[419, 120, 551, 131]
ward-entry bbox=[774, 285, 1105, 316]
organiser-details: ரா.வெங்கடேசன், விலாரிபாளையம், வாழப்பாடி, சேலம். bbox=[64, 1341, 394, 1368]
ward-entry bbox=[1130, 922, 1461, 953]
